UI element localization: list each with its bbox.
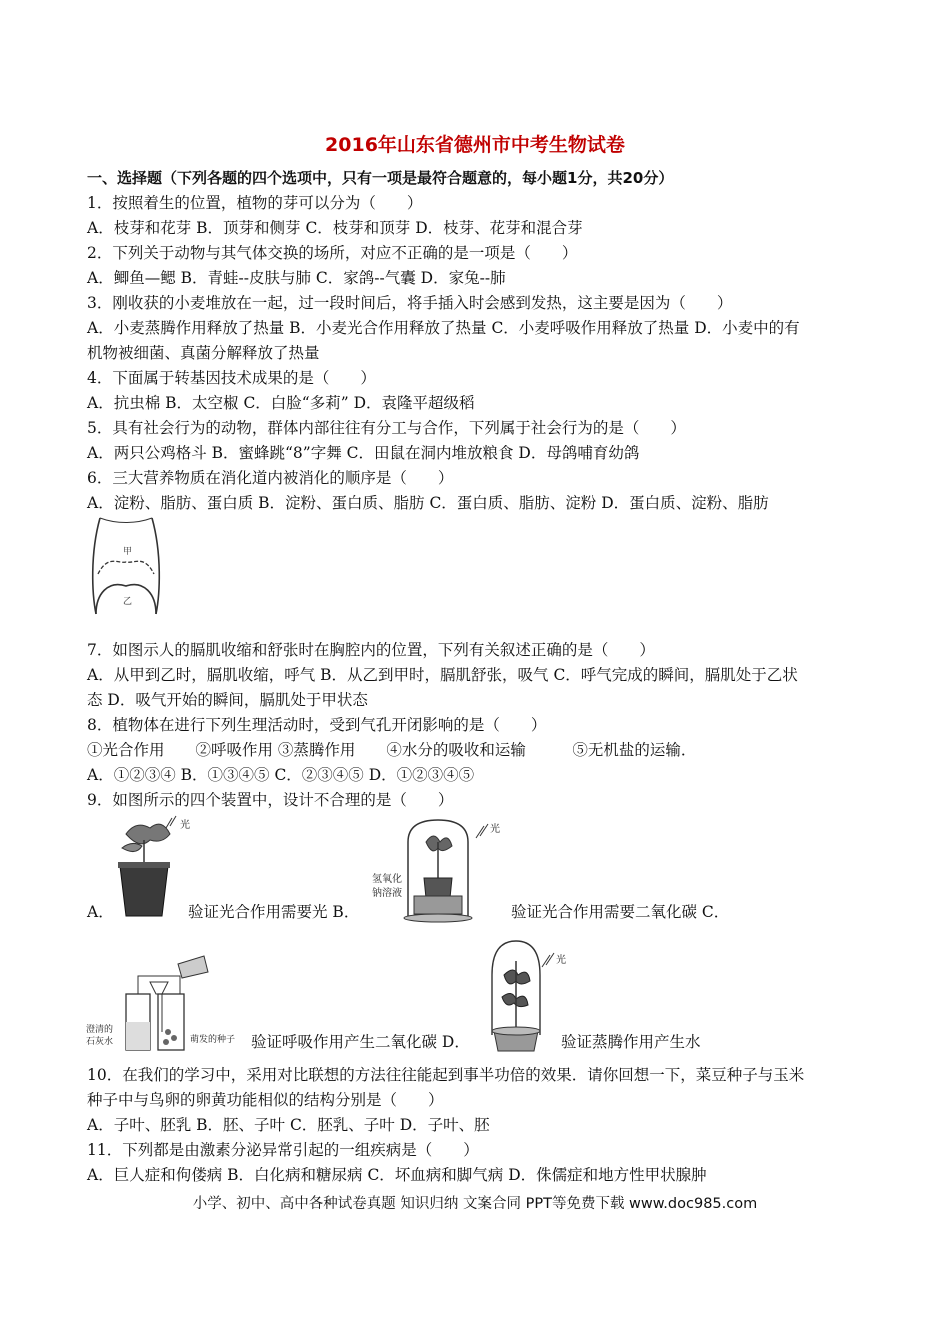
limewater-label-1: 澄清的 xyxy=(86,1025,114,1035)
page-footer: 小学、初中、高中各种试卷真题 知识归纳 文案合同 PPT等免费下载 www.doc985.com xyxy=(192,1196,758,1212)
q9-c-caption: 验证呼吸作用产生二氧化碳 D． xyxy=(251,1033,470,1051)
naoh-label-2: 钠溶液 xyxy=(372,888,402,899)
q4-stem: 4．下面属于转基因技术成果的是（ ） xyxy=(87,369,376,387)
q7-stem: 7．如图示人的膈肌收缩和舒张时在胸腔内的位置，下列有关叙述正确的是（ ） xyxy=(87,641,655,659)
fig-label-yi: 乙 xyxy=(123,597,133,607)
apparatus-a-figure xyxy=(108,814,198,918)
section-heading: 一、选择题（下列各题的四个选项中，只有一项是最符合题意的，每小题1分，共20分） xyxy=(87,169,674,187)
q1-stem: 1．按照着生的位置，植物的芽可以分为（ ） xyxy=(87,194,423,212)
q3-options-line2: 机物被细菌、真菌分解释放了热量 xyxy=(87,344,320,362)
limewater-label-2: 石灰水 xyxy=(86,1037,114,1047)
seeds-label: 萌发的种子 xyxy=(190,1035,236,1045)
light-label-a: 光 xyxy=(180,820,190,831)
q6-stem: 6．三大营养物质在消化道内被消化的顺序是（ ） xyxy=(87,469,454,487)
q9-a-prefix: A． xyxy=(87,903,114,921)
q3-stem: 3．刚收获的小麦堆放在一起，过一段时间后，将手插入时会感到发热，这主要是因为（ ） xyxy=(87,294,733,312)
light-label-b: 光 xyxy=(490,824,500,835)
page-title: 2016年山东省德州市中考生物试卷 xyxy=(325,134,625,156)
q6-options: A．淀粉、脂肪、蛋白质 B．淀粉、蛋白质、脂肪 C．蛋白质、脂肪、淀粉 D．蛋白质、淀粉、脂肪 xyxy=(87,494,769,512)
light-label-d: 光 xyxy=(556,955,566,966)
q2-options: A．鲫鱼—鳃 B．青蛙--皮肤与肺 C．家鸽--气囊 D．家兔--肺 xyxy=(87,269,506,287)
fig-label-jia: 甲 xyxy=(123,547,133,557)
q4-options: A．抗虫棉 B．太空椒 C．白脸“多莉” D．袁隆平超级稻 xyxy=(87,394,475,412)
q5-stem: 5．具有社会行为的动物，群体内部往往有分工与合作，下列属于社会行为的是（ ） xyxy=(87,419,686,437)
q9-a-caption: 验证光合作用需要光 B． xyxy=(188,903,360,921)
q8-items: ①光合作用 ②呼吸作用 ③蒸腾作用 ④水分的吸收和运输 ⑤无机盐的运输． xyxy=(87,741,697,759)
q9-b-caption: 验证光合作用需要二氧化碳 C． xyxy=(511,903,730,921)
apparatus-b-figure xyxy=(372,812,502,924)
q7-options-line2: 态 D．吸气开始的瞬间，膈肌处于甲状态 xyxy=(87,691,368,709)
q9-d-caption: 验证蒸腾作用产生水 xyxy=(561,1033,701,1051)
q11-options: A．巨人症和佝偻病 B．白化病和糖尿病 C．坏血病和脚气病 D．侏儒症和地方性甲状腺肿 xyxy=(87,1166,707,1184)
q8-options: A．①②③④ B．①③④⑤ C．②③④⑤ D．①②③④⑤ xyxy=(87,766,475,784)
q11-stem: 11．下列都是由激素分泌异常引起的一组疾病是（ ） xyxy=(87,1141,479,1159)
apparatus-d-figure xyxy=(476,935,572,1055)
q10-options: A．子叶、胚乳 B．胚、子叶 C．胚乳、子叶 D．子叶、胚 xyxy=(87,1116,490,1134)
q7-options-line1: A．从甲到乙时，膈肌收缩，呼气 B．从乙到甲时，膈肌舒张，吸气 C．呼气完成的瞬间，膈肌处于乙状 xyxy=(87,666,798,684)
q3-options-line1: A．小麦蒸腾作用释放了热量 B．小麦光合作用释放了热量 C．小麦呼吸作用释放了热量 D．小麦中的有 xyxy=(87,319,800,337)
naoh-label-1: 氢氧化 xyxy=(372,874,402,885)
q5-options: A．两只公鸡格斗 B．蜜蜂跳“8”字舞 C．田鼠在洞内堆放粮食 D．母鸽哺育幼鸽 xyxy=(87,444,640,462)
q9-stem: 9．如图所示的四个装置中，设计不合理的是（ ） xyxy=(87,791,454,809)
q1-options: A．枝芽和花芽 B．顶芽和侧芽 C．枝芽和顶芽 D．枝芽、花芽和混合芽 xyxy=(87,219,583,237)
apparatus-c-figure xyxy=(86,952,252,1056)
q10-stem-line1: 10．在我们的学习中，采用对比联想的方法往往能起到事半功倍的效果．请你回想一下，菜豆种子与玉米 xyxy=(87,1066,805,1084)
q10-stem-line2: 种子中与鸟卵的卵黄功能相似的结构分别是（ ） xyxy=(87,1091,444,1109)
q8-stem: 8．植物体在进行下列生理活动时，受到气孔开闭影响的是（ ） xyxy=(87,716,547,734)
diaphragm-figure xyxy=(86,514,166,618)
q2-stem: 2．下列关于动物与其气体交换的场所，对应不正确的是一项是（ ） xyxy=(87,244,578,262)
